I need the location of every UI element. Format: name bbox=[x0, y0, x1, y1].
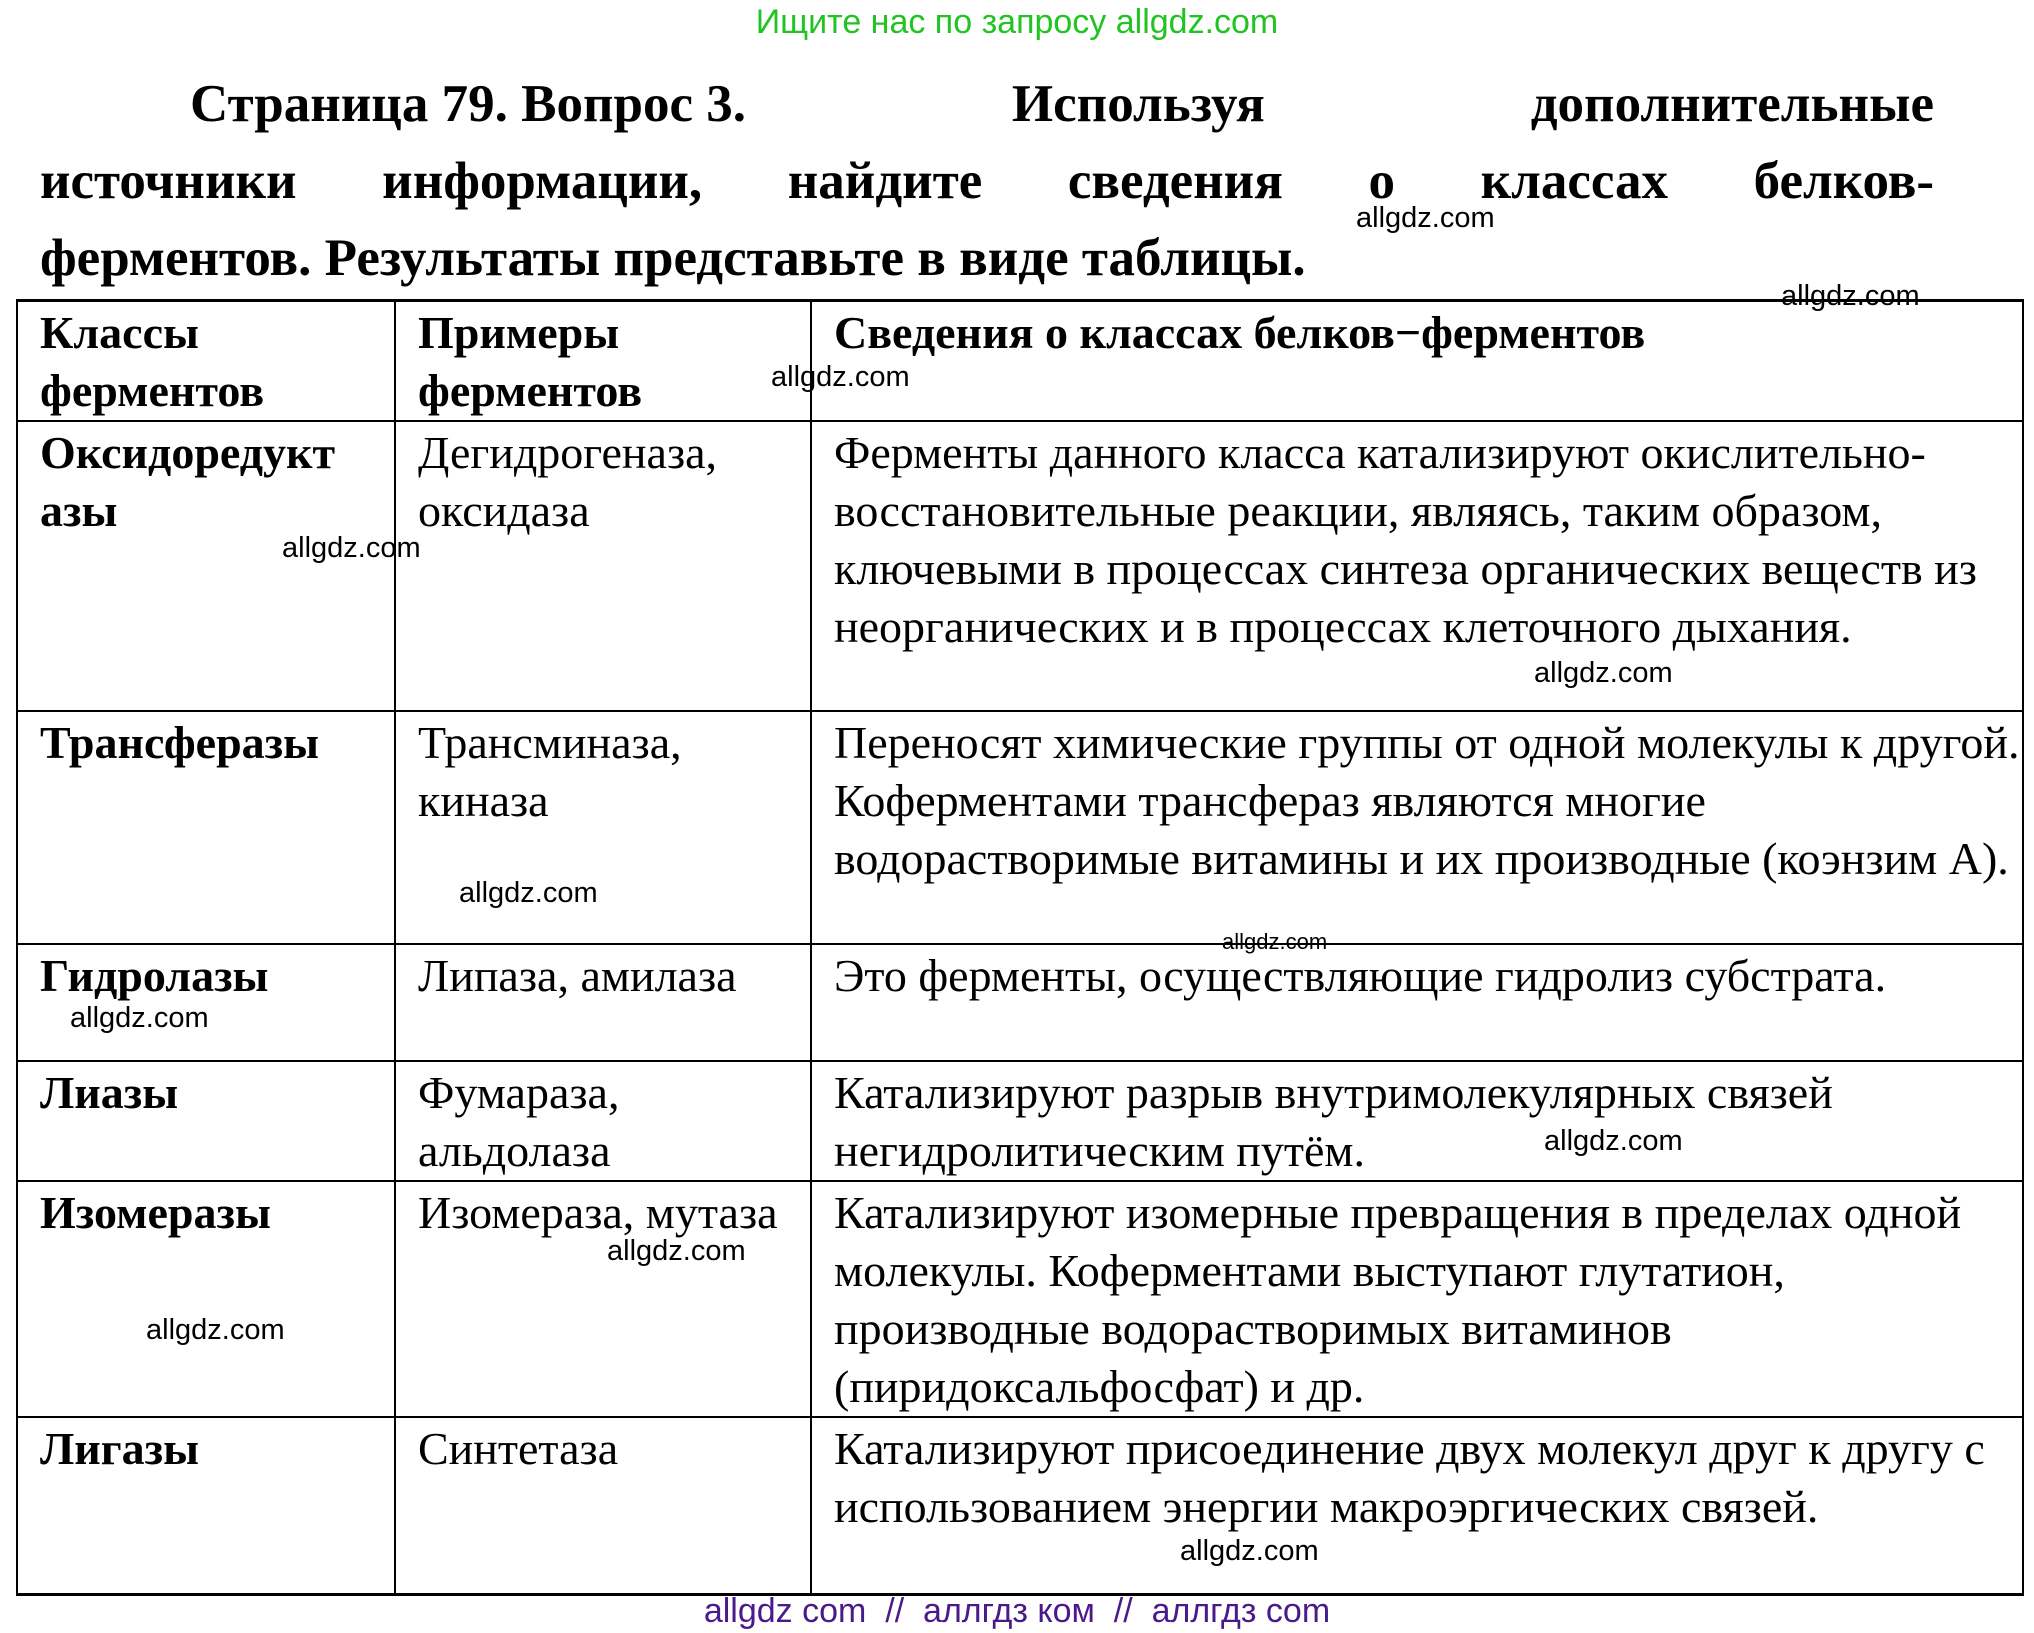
bottom-banner bbox=[0, 1590, 2034, 1632]
header-classes: Классы ферментов bbox=[17, 301, 395, 422]
title-line: Страница 79. Вопрос 3. Используя дополнительные bbox=[190, 75, 1934, 133]
table-row bbox=[17, 1417, 2023, 1594]
info-cell: Переносят химические группы от одной молекулы к другой. Коферментами трансфераз являются многие водорастворимые витамины и их производные (коэнзим А). bbox=[811, 711, 2023, 944]
question-title bbox=[40, 66, 1934, 297]
examples-cell: Синтетаза bbox=[395, 1417, 811, 1594]
watermark: allgdz.com bbox=[1544, 1125, 1683, 1157]
watermark: allgdz.com bbox=[771, 361, 910, 393]
class-cell: Изомеразы bbox=[17, 1181, 395, 1417]
watermark: allgdz.com bbox=[1356, 202, 1495, 234]
title-line: источники информации, найдите сведения о классах белков- bbox=[40, 152, 1934, 210]
watermark: allgdz.com bbox=[607, 1235, 746, 1267]
examples-cell: Дегидрогеназа, оксидаза bbox=[395, 421, 811, 711]
title-line: ферментов. Результаты представьте в виде таблицы. bbox=[40, 229, 1306, 287]
info-cell: Катализируют разрыв внутримолекулярных связей негидролитическим путём. bbox=[811, 1061, 2023, 1181]
watermark: allgdz.com bbox=[1781, 280, 1920, 312]
class-cell: Лигазы bbox=[17, 1417, 395, 1594]
class-cell: Лиазы bbox=[17, 1061, 395, 1181]
header-examples: Примеры ферментов bbox=[395, 301, 811, 422]
watermark: allgdz.com bbox=[1222, 929, 1328, 954]
examples-cell: Фумараза, альдолаза bbox=[395, 1061, 811, 1181]
top-banner: Ищите нас по запросу allgdz.com bbox=[755, 3, 1279, 41]
info-cell: Катализируют присоединение двух молекул друг к другу с использованием энергии макроэргических связей. bbox=[811, 1417, 2023, 1594]
watermark: allgdz.com bbox=[1534, 657, 1673, 689]
enzyme-classes-table bbox=[16, 299, 2024, 1596]
watermark: allgdz.com bbox=[1180, 1535, 1319, 1567]
class-cell: Гидролазы bbox=[17, 944, 395, 1061]
table-row bbox=[17, 944, 2023, 1061]
examples-cell: Трансминаза, киназа bbox=[395, 711, 811, 944]
watermark: allgdz.com bbox=[282, 532, 421, 564]
class-cell: Трансферазы bbox=[17, 711, 395, 944]
table-row bbox=[17, 711, 2023, 944]
table-header-row bbox=[17, 301, 2023, 422]
examples-cell: Липаза, амилаза bbox=[395, 944, 811, 1061]
info-cell: Ферменты данного класса катализируют окислительно-восстановительные реакции, являясь, таким образом, ключевыми в процессах синтеза органических веществ из неорганических и в процессах клеточного дыхания. bbox=[811, 421, 2023, 711]
header-info: Сведения о классах белков−ферментов bbox=[811, 301, 2023, 422]
table-row bbox=[17, 1061, 2023, 1181]
class-cell: Оксидоредукт азы bbox=[17, 421, 395, 711]
examples-cell: Изомераза, мутаза bbox=[395, 1181, 811, 1417]
watermark: allgdz.com bbox=[70, 1002, 209, 1034]
table-row bbox=[17, 1181, 2023, 1417]
watermark: allgdz.com bbox=[146, 1314, 285, 1346]
watermark: allgdz.com bbox=[459, 877, 598, 909]
table-row bbox=[17, 421, 2023, 711]
bottom-banner-text: allgdz com // аллгдз ком // аллгдз com bbox=[703, 1592, 1331, 1630]
info-cell: Это ферменты, осуществляющие гидролиз субстрата. bbox=[811, 944, 2023, 1061]
info-cell: Катализируют изомерные превращения в пределах одной молекулы. Коферментами выступают глутатион, производные водорастворимых витаминов (пиридоксальфосфат) и др. bbox=[811, 1181, 2023, 1417]
